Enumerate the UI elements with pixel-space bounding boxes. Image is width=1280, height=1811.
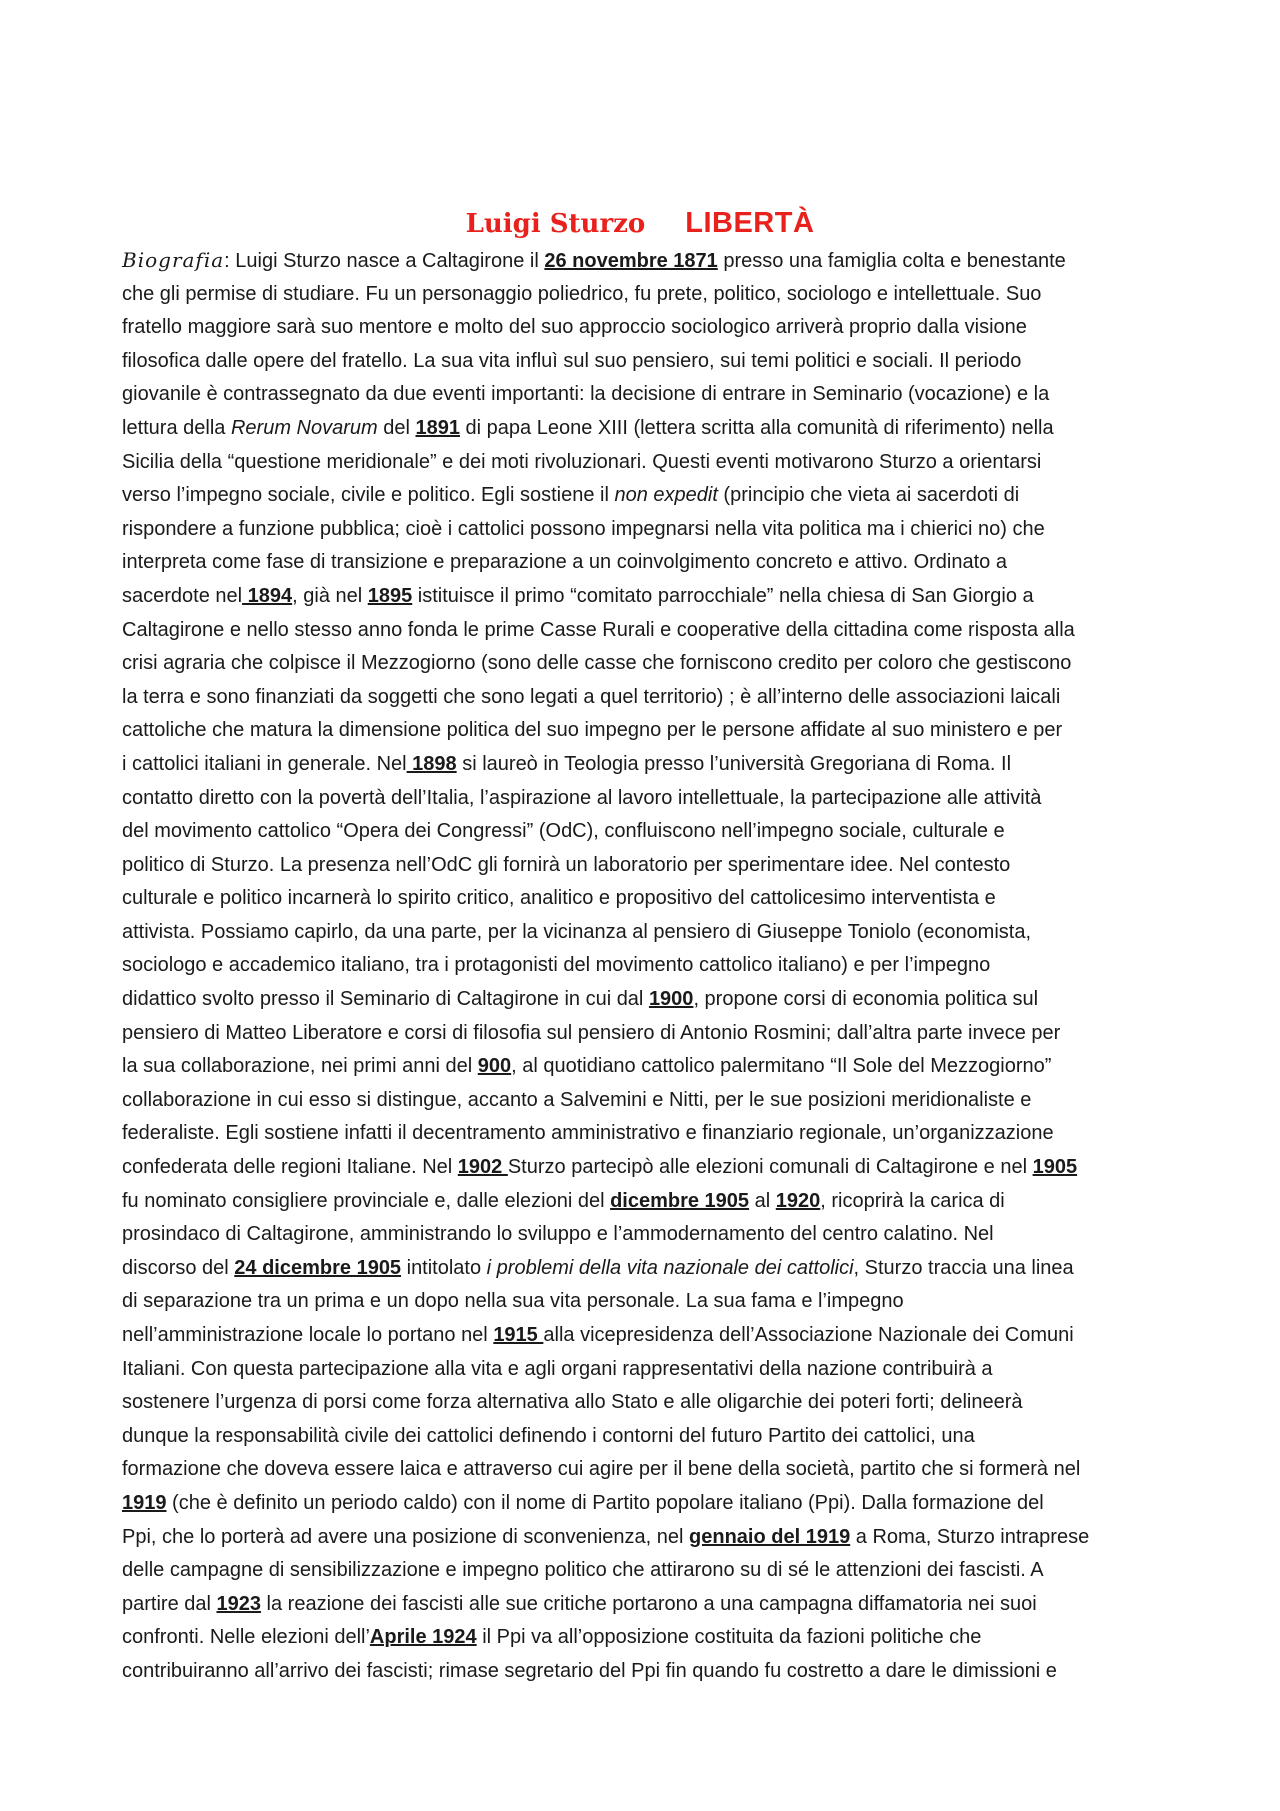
text-run: intitolato bbox=[401, 1256, 487, 1279]
date-highlight: 1898 bbox=[406, 752, 457, 775]
date-highlight: 26 novembre 1871 bbox=[544, 250, 718, 272]
text-run: delle campagne di sensibilizzazione e impegno politico che attirarono su di sé le attenzioni dei fascisti. A bbox=[122, 1559, 1044, 1582]
text-run: confederata delle regioni Italiane. Nel bbox=[122, 1156, 458, 1179]
text-run: sacerdote nel bbox=[122, 584, 243, 607]
date-highlight: 1894 bbox=[242, 584, 293, 607]
text-line bbox=[122, 378, 1166, 412]
text-run: collaborazione in cui esso si distingue, accanto a Salvemini e Nitti, per le sue posizioni meridionaliste e bbox=[122, 1088, 1032, 1111]
text-run: culturale e politico incarnerà lo spirito critico, analitico e propositivo del cattolicesimo interventista e bbox=[122, 887, 996, 910]
date-highlight: 1923 bbox=[216, 1592, 261, 1615]
text-run: interpreta come fase di transizione e preparazione a un coinvolgimento concreto e attivo. Ordinato a bbox=[122, 551, 1007, 574]
text-line bbox=[122, 614, 1166, 648]
text-line bbox=[122, 580, 1166, 614]
date-highlight: 900 bbox=[477, 1055, 512, 1078]
text-line bbox=[122, 1621, 1166, 1655]
text-line bbox=[122, 1521, 1166, 1555]
text-run: che gli permise di studiare. Fu un personaggio poliedrico, fu prete, politico, sociologo e intellettuale. Suo bbox=[122, 282, 1042, 305]
text-run: la terra e sono finanziati da soggetti che sono legati a quel territorio) ; è all’interno delle associazioni laicali bbox=[122, 685, 1061, 708]
text-line bbox=[122, 546, 1166, 580]
text-run: giovanile è contrassegnato da due eventi importanti: la decisione di entrare in Seminario (vocazione) e la bbox=[122, 383, 1050, 406]
title-theme-word: LIBERTÀ bbox=[685, 207, 815, 239]
page-title bbox=[0, 203, 1280, 248]
text-run: (che è definito un periodo caldo) con il nome di Partito popolare italiano (Ppi). Dalla formazione del bbox=[166, 1491, 1044, 1514]
text-run: contribuiranno all’arrivo dei fascisti; rimase segretario del Ppi fin quando fu costretto a dare le dimissioni e bbox=[122, 1659, 1057, 1682]
biography-text bbox=[122, 244, 1166, 1689]
text-line bbox=[122, 1319, 1166, 1353]
text-run: fu nominato consigliere provinciale e, dalle elezioni del bbox=[122, 1189, 611, 1212]
section-label: Biografia bbox=[122, 248, 225, 272]
text-line bbox=[122, 714, 1166, 748]
text-run: fratello maggiore sarà suo mentore e molto del suo approccio sociologico arriverà proprio dalla visione bbox=[122, 316, 1027, 339]
text-run: sociologo e accademico italiano, tra i protagonisti del movimento cattolico italiano) e per l’impegno bbox=[122, 954, 991, 977]
text-run: alla vicepresidenza dell’Associazione Nazionale dei Comuni bbox=[543, 1324, 1074, 1346]
text-line bbox=[122, 1453, 1166, 1487]
text-run: Italiani. Con questa partecipazione alla vita e agli organi rappresentativi della nazione contribuirà a bbox=[122, 1357, 993, 1380]
date-highlight: 1905 bbox=[1032, 1156, 1078, 1179]
date-highlight: 1920 bbox=[775, 1189, 821, 1212]
text-run: crisi agraria che colpisce il Mezzogiorno (sono delle casse che forniscono credito per coloro che gestiscono bbox=[122, 652, 1072, 675]
text-line bbox=[122, 244, 1166, 278]
text-line bbox=[122, 949, 1166, 983]
text-line bbox=[122, 345, 1166, 379]
italic-phrase: non expedit bbox=[614, 484, 718, 507]
text-line bbox=[122, 1554, 1166, 1588]
text-run: , Sturzo traccia una linea bbox=[853, 1256, 1074, 1279]
date-highlight: 1900 bbox=[648, 988, 694, 1011]
text-line bbox=[122, 849, 1166, 883]
date-highlight: Aprile 1924 bbox=[369, 1626, 477, 1649]
text-run: pensiero di Matteo Liberatore e corsi di filosofia sul pensiero di Antonio Rosmini; dall’altra parte invece per bbox=[122, 1021, 1061, 1044]
text-run: presso una famiglia colta e benestante bbox=[717, 250, 1066, 272]
text-run: la reazione dei fascisti alle sue critiche portarono a una campagna diffamatoria nei suoi bbox=[261, 1592, 1037, 1615]
text-run: i cattolici italiani in generale. Nel bbox=[122, 752, 407, 775]
date-highlight: 1919 bbox=[122, 1491, 167, 1514]
text-line bbox=[122, 1050, 1166, 1084]
text-run: didattico svolto presso il Seminario di Caltagirone in cui dal bbox=[122, 988, 649, 1011]
text-run: del movimento cattolico “Opera dei Congressi” (OdC), confluiscono nell’impegno sociale, culturale e bbox=[122, 820, 1005, 843]
text-line bbox=[122, 1117, 1166, 1151]
text-run: al bbox=[749, 1189, 776, 1212]
text-run: , propone corsi di economia politica sul bbox=[693, 988, 1039, 1011]
text-run: , al quotidiano cattolico palermitano “Il Sole del Mezzogiorno” bbox=[511, 1055, 1052, 1078]
text-line bbox=[122, 513, 1166, 547]
text-line bbox=[122, 1285, 1166, 1319]
date-highlight: 1915 bbox=[493, 1324, 544, 1346]
text-run: il Ppi va all’opposizione costituita da fazioni politiche che bbox=[476, 1626, 982, 1649]
text-line bbox=[122, 681, 1166, 715]
text-run: attivista. Possiamo capirlo, da una parte, per la vicinanza al pensiero di Giuseppe Toniolo (economista, bbox=[122, 920, 1032, 943]
text-run: di papa Leone XIII (lettera scritta alla comunità di riferimento) nella bbox=[459, 416, 1054, 439]
text-run: dunque la responsabilità civile dei cattolici definendo i contorni del futuro Partito dei cattolici, una bbox=[122, 1424, 975, 1447]
text-line bbox=[122, 983, 1166, 1017]
text-line bbox=[122, 1218, 1166, 1252]
text-run: filosofica dalle opere del fratello. La sua vita influì sul suo pensiero, sui temi politici e sociali. Il periodo bbox=[122, 349, 1022, 372]
text-run: Ppi, che lo porterà ad avere una posizione di sconvenienza, nel bbox=[122, 1525, 690, 1548]
text-line bbox=[122, 1151, 1166, 1185]
text-run: del bbox=[377, 416, 416, 439]
text-run: : Luigi Sturzo nasce a Caltagirone il bbox=[224, 250, 545, 272]
text-line bbox=[122, 916, 1166, 950]
text-run: Sturzo partecipò alle elezioni comunali di Caltagirone e nel bbox=[507, 1156, 1033, 1179]
text-run: a Roma, Sturzo intraprese bbox=[850, 1525, 1090, 1548]
text-line bbox=[122, 311, 1166, 345]
text-line bbox=[122, 748, 1166, 782]
text-run: politico di Sturzo. La presenza nell’OdC gli fornirà un laboratorio per sperimentare idee. Nel contesto bbox=[122, 853, 1011, 876]
text-line bbox=[122, 479, 1166, 513]
text-run: Caltagirone e nello stesso anno fonda le prime Casse Rurali e cooperative della cittadina come risposta alla bbox=[122, 618, 1075, 641]
date-highlight: gennaio del 1919 bbox=[689, 1525, 851, 1548]
text-run: si laureò in Teologia presso l’università Gregoriana di Roma. Il bbox=[456, 752, 1012, 775]
text-run: rispondere a funzione pubblica; cioè i cattolici possono impegnarsi nella vita politica ma i chierici no) che bbox=[122, 517, 1045, 540]
text-run: , ricoprirà la carica di bbox=[820, 1189, 1005, 1212]
text-run: (principio che vieta ai sacerdoti di bbox=[717, 484, 1020, 507]
text-line bbox=[122, 1185, 1166, 1219]
text-run: la sua collaborazione, nei primi anni del bbox=[122, 1055, 478, 1078]
text-line bbox=[122, 815, 1166, 849]
text-run: sostenere l’urgenza di porsi come forza alternativa allo Stato e alle oligarchie dei poteri forti; delineerà bbox=[122, 1391, 1023, 1414]
text-line bbox=[122, 1655, 1166, 1689]
text-line bbox=[122, 1084, 1166, 1118]
text-run: istituisce il primo “comitato parrocchiale” nella chiesa di San Giorgio a bbox=[412, 584, 1034, 607]
text-run: verso l’impegno sociale, civile e politico. Egli sostiene il bbox=[122, 484, 615, 507]
text-line bbox=[122, 1252, 1166, 1286]
text-line bbox=[122, 1353, 1166, 1387]
text-line bbox=[122, 1386, 1166, 1420]
italic-phrase: Rerum Novarum bbox=[230, 416, 378, 439]
italic-phrase: i problemi della vita nazionale dei cattolici bbox=[486, 1256, 854, 1279]
text-run: contatto diretto con la povertà dell’Italia, l’aspirazione al lavoro intellettuale, la partecipazione alle attività bbox=[122, 786, 1042, 809]
text-line bbox=[122, 647, 1166, 681]
text-run: partire dal bbox=[122, 1592, 217, 1615]
text-run: confronti. Nelle elezioni dell’ bbox=[122, 1626, 370, 1649]
date-highlight: 24 dicembre 1905 bbox=[234, 1256, 402, 1279]
date-highlight: dicembre 1905 bbox=[610, 1189, 750, 1212]
title-author-name: Luigi Sturzo bbox=[465, 209, 646, 239]
text-run: discorso del bbox=[122, 1256, 235, 1279]
date-highlight: 1895 bbox=[367, 584, 413, 607]
text-run: , già nel bbox=[292, 584, 368, 607]
text-line bbox=[122, 1487, 1166, 1521]
text-run: formazione che doveva essere laica e attraverso cui agire per il bene della società, partito che si formerà nel bbox=[122, 1458, 1081, 1481]
text-run: cattoliche che matura la dimensione politica del suo impegno per le persone affidate al suo ministero e per bbox=[122, 719, 1063, 742]
text-line bbox=[122, 1420, 1166, 1454]
date-highlight: 1891 bbox=[415, 416, 460, 439]
text-run: Sicilia della “questione meridionale” e dei moti rivoluzionari. Questi eventi motivarono Sturzo a orientarsi bbox=[122, 450, 1042, 473]
text-line bbox=[122, 412, 1166, 446]
text-run: nell’amministrazione locale lo portano nel bbox=[122, 1324, 494, 1346]
text-run: lettura della bbox=[122, 416, 231, 439]
text-line bbox=[122, 1017, 1166, 1051]
text-line bbox=[122, 278, 1166, 312]
date-highlight: 1902 bbox=[457, 1156, 508, 1179]
text-run: prosindaco di Caltagirone, amministrando lo sviluppo e l’ammodernamento del centro calatino. Nel bbox=[122, 1223, 994, 1246]
text-run: federaliste. Egli sostiene infatti il decentramento amministrativo e finanziario regionale, un’organizzazione bbox=[122, 1122, 1054, 1145]
text-line bbox=[122, 1588, 1166, 1622]
text-line bbox=[122, 882, 1166, 916]
text-run: di separazione tra un prima e un dopo nella sua vita personale. La sua fama e l’impegno bbox=[122, 1290, 904, 1313]
text-line bbox=[122, 446, 1166, 480]
text-line bbox=[122, 782, 1166, 816]
